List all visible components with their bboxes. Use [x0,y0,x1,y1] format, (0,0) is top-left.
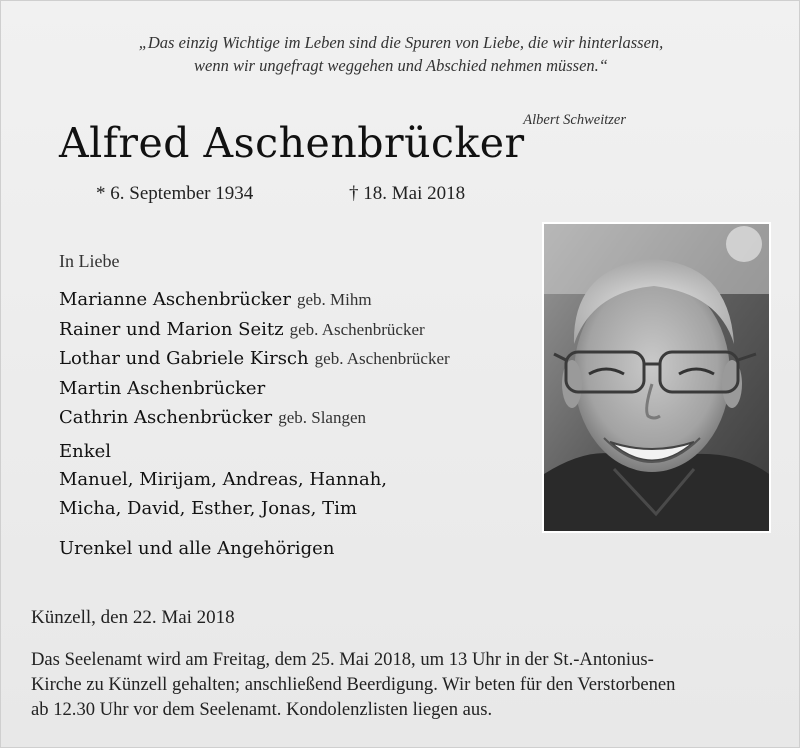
grandchildren-names-line-2: Micha, David, Esther, Jonas, Tim [59,498,357,519]
mourner-name: Cathrin Aschenbrücker [59,407,273,428]
notice-line-1: Das Seelenamt wird am Freitag, dem 25. Mai 2018, um 13 Uhr in der St.-Antonius- [31,649,654,670]
maiden-name-note: geb. Mihm [296,290,372,309]
list-item [59,374,450,404]
maiden-name-note: geb. Slangen [278,408,367,427]
list-item [59,403,450,433]
quote-line-2: wenn wir ungefragt weggehen und Abschied nehmen müssen.“ [194,56,608,75]
mourner-name: Marianne Aschenbrücker [59,289,291,310]
great-grandchildren-line: Urenkel und alle Angehörigen [59,538,335,559]
grandchildren-title: Enkel [59,441,112,462]
grandchildren-names-line-1: Manuel, Mirijam, Andreas, Hannah, [59,469,388,490]
quote-line-1: „Das einzig Wichtige im Leben sind die Spuren von Liebe, die wir hinterlassen, [138,33,664,52]
mourner-name: Lothar und Gabriele Kirsch [59,348,309,369]
list-item [59,285,450,315]
mourner-name: Rainer und Marion Seitz [59,318,284,340]
list-item [59,315,450,345]
place-and-date: Künzell, den 22. Mai 2018 [31,607,235,628]
quote-author: Albert Schweitzer [523,112,626,128]
notice-line-2: Kirche zu Künzell gehalten; anschließend Beerdigung. Wir beten für den Verstorbenen [31,674,676,695]
maiden-name-note: geb. Aschenbrücker [314,349,450,368]
in-love-label: In Liebe [59,251,120,271]
birth-date: * 6. September 1934 [96,183,254,204]
portrait-illustration [544,224,769,531]
portrait-photo [542,222,771,533]
death-date: † 18. Mai 2018 [349,183,466,204]
deceased-name: Alfred Aschenbrücker [59,119,525,167]
quote-block [1,31,800,128]
mourner-name: Martin Aschenbrücker [59,377,266,399]
notice-line-3: ab 12.30 Uhr vor dem Seelenamt. Kondolenzlisten liegen aus. [31,699,493,720]
list-item [59,344,450,374]
family-list [59,285,450,433]
funeral-notice [31,647,776,722]
maiden-name-note: geb. Aschenbrücker [289,319,425,339]
